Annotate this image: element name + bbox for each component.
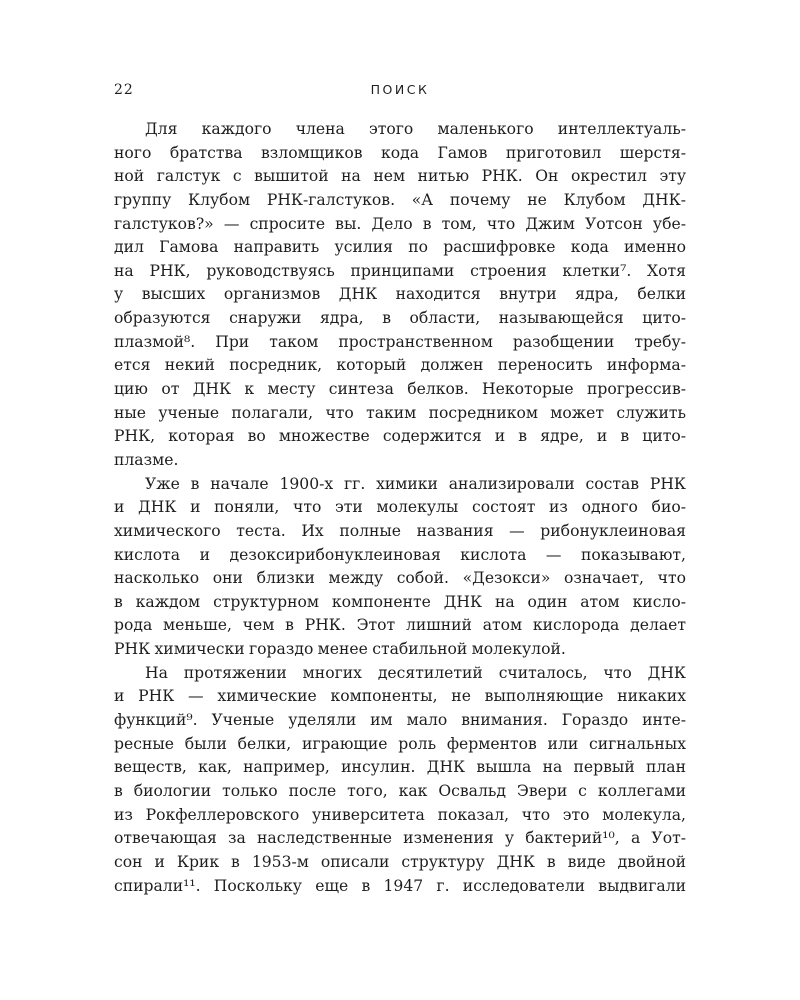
- text-line: ного братства взломщиков кода Гамов приготовил шерстя-: [114, 143, 686, 162]
- text-line: спирали¹¹. Поскольку еще в 1947 г. исследователи выдвигали: [114, 876, 686, 895]
- text-line: ется некий посредник, который должен переносить информа-: [114, 356, 686, 375]
- text-line: ные ученые полагали, что таким посредником может служить: [114, 403, 686, 422]
- text-line: плазмой⁸. При таком пространственном разобщении требу-: [114, 332, 686, 351]
- text-line: и РНК — химические компоненты, не выполняющие никаких: [114, 687, 686, 706]
- text-line: РНК химически гораздо менее стабильной молекулой.: [114, 640, 566, 659]
- text-line: из Рокфеллеровского университета показал, что это молекула,: [114, 805, 686, 824]
- text-line: в биологии только после того, как Освальд Эвери с коллегами: [114, 781, 686, 800]
- text-line: группу Клубом РНК-галстуков. «А почему не Клубом ДНК-: [114, 190, 686, 209]
- text-line: рода меньше, чем в РНК. Этот лишний атом кислорода делает: [114, 616, 686, 635]
- text-line: Уже в начале 1900-х гг. химики анализировали состав РНК: [145, 474, 686, 493]
- page-number: 22: [114, 82, 134, 98]
- body-text: [114, 118, 686, 898]
- text-line: галстуков?» — спросите вы. Дело в том, что Джим Уотсон убе-: [114, 214, 686, 233]
- text-line: цию от ДНК к месту синтеза белков. Некоторые прогрессив-: [114, 380, 686, 399]
- text-line: дил Гамова направить усилия по расшифровке кода именно: [114, 238, 686, 257]
- text-line: ресные были белки, играющие роль ферментов или сигнальных: [114, 734, 686, 753]
- text-line: ной галстук с вышитой на нем нитью РНК. Он окрестил эту: [114, 167, 686, 186]
- text-line: на РНК, руководствуясь принципами строения клетки⁷. Хотя: [114, 261, 686, 280]
- text-line: функций⁹. Ученые уделяли им мало внимания. Гораздо инте-: [114, 711, 686, 730]
- text-line: в каждом структурном компоненте ДНК на один атом кисло-: [114, 592, 686, 611]
- text-line: сон и Крик в 1953-м описали структуру ДНК в виде двойной: [114, 852, 686, 871]
- text-line: отвечающая за наследственные изменения у бактерий¹⁰, а Уот-: [114, 829, 686, 848]
- text-line: химического теста. Их полные названия — рибонуклеиновая: [114, 521, 686, 540]
- text-line: у высших организмов ДНК находится внутри ядра, белки: [114, 285, 686, 304]
- text-line: кислота и дезоксирибонуклеиновая кислота — показывают,: [114, 545, 686, 564]
- text-line: образуются снаружи ядра, в области, называющейся цито-: [114, 309, 686, 328]
- text-line: и ДНК и поняли, что эти молекулы состоят из одного био-: [114, 498, 686, 517]
- text-line: плазме.: [114, 450, 179, 469]
- text-line: На протяжении многих десятилетий считалось, что ДНК: [145, 663, 686, 682]
- text-line: насколько они близки между собой. «Дезокси» означает, что: [114, 569, 686, 588]
- running-head: ПОИСК: [370, 82, 430, 97]
- text-line: РНК, которая во множестве содержится и в ядре, и в цито-: [114, 427, 686, 446]
- text-line: Для каждого члена этого маленького интеллектуаль-: [145, 120, 686, 138]
- text-line: веществ, как, например, инсулин. ДНК вышла на первый план: [114, 758, 686, 777]
